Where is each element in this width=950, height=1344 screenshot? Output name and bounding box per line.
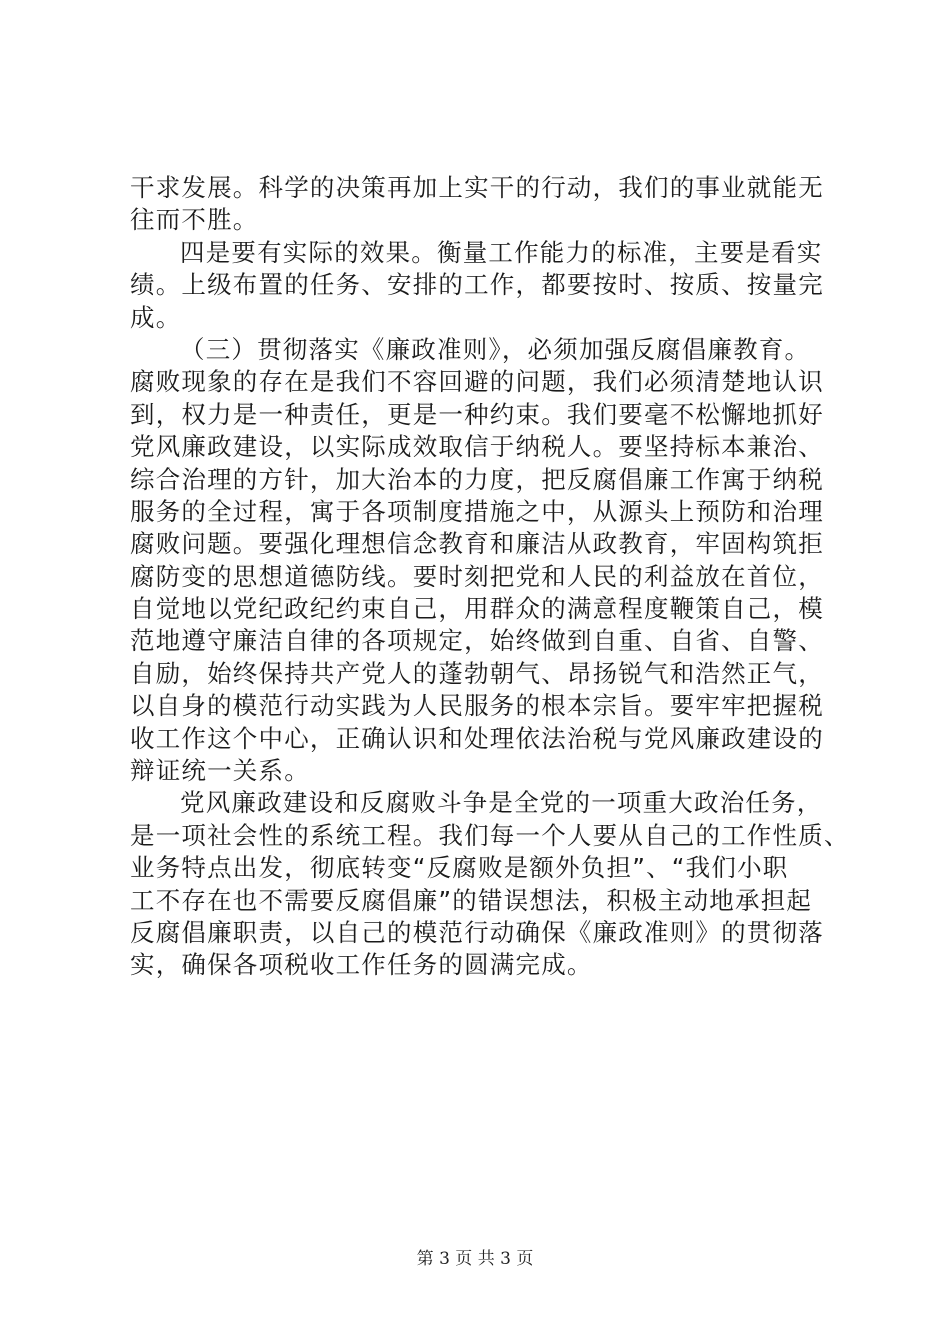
text-line: 到，权力是一种责任，更是一种约束。我们要毫不松懈地抓好 xyxy=(130,399,824,429)
text-line: 党风廉政建设，以实际成效取信于纳税人。要坚持标本兼治、 xyxy=(130,432,824,462)
text-line: 干求发展。科学的决策再加上实干的行动，我们的事业就能无 xyxy=(130,173,824,202)
text-line: 腐防变的思想道德防线。要时刻把党和人民的利益放在首位， xyxy=(130,561,824,591)
page-number-footer: 第 3 页 共 3 页 xyxy=(416,1249,534,1269)
text-line: 反腐倡廉职责，以自己的模范行动确保《廉政准则》的贯彻落 xyxy=(130,917,824,947)
paragraph-first-line: 党风廉政建设和反腐败斗争是全党的一项重大政治任务， xyxy=(180,788,823,818)
text-line: 自觉地以党纪政纪约束自己，用群众的满意程度鞭策自己，模 xyxy=(130,594,824,624)
text-line: 以自身的模范行动实践为人民服务的根本宗旨。要牢牢把握税 xyxy=(130,691,824,721)
text-line: 实，确保各项税收工作任务的圆满完成。 xyxy=(130,950,593,980)
text-line: 腐败现象的存在是我们不容回避的问题，我们必须清楚地认识 xyxy=(130,367,824,397)
text-line: 绩。上级布置的任务、安排的工作，都要按时、按质、按量完 xyxy=(130,270,824,300)
text-line: 工不存在也不需要反腐倡廉”的错误想法，积极主动地承担起 xyxy=(130,885,813,915)
text-line: 腐败问题。要强化理想信念教育和廉洁从政教育，牢固构筑拒 xyxy=(130,529,824,559)
text-line: 业务特点出发，彻底转变“反腐败是额外负担”、“我们小职 xyxy=(130,853,789,883)
text-line: 范地遵守廉洁自律的各项规定，始终做到自重、自省、自警、 xyxy=(130,626,824,656)
paragraph-first-line: 四是要有实际的效果。衡量工作能力的标准，主要是看实 xyxy=(180,237,823,267)
section-heading-line: （三）贯彻落实《廉政准则》，必须加强反腐倡廉教育。 xyxy=(180,334,811,364)
text-line: 是一项社会性的系统工程。我们每一个人要从自己的工作性质、 xyxy=(130,820,850,850)
text-line: 收工作这个中心，正确认识和处理依法治税与党风廉政建设的 xyxy=(130,723,824,753)
text-line: 综合治理的方针，加大治本的力度，把反腐倡廉工作寓于纳税 xyxy=(130,464,824,494)
text-line: 服务的全过程，寓于各项制度措施之中，从源头上预防和治理 xyxy=(130,496,824,526)
text-line: 辩证统一关系。 xyxy=(130,756,310,786)
document-body xyxy=(130,172,850,982)
text-line: 往而不胜。 xyxy=(130,205,259,235)
text-line: 自励，始终保持共产党人的蓬勃朝气、昂扬锐气和浩然正气， xyxy=(130,658,824,688)
text-line: 成。 xyxy=(130,302,182,332)
